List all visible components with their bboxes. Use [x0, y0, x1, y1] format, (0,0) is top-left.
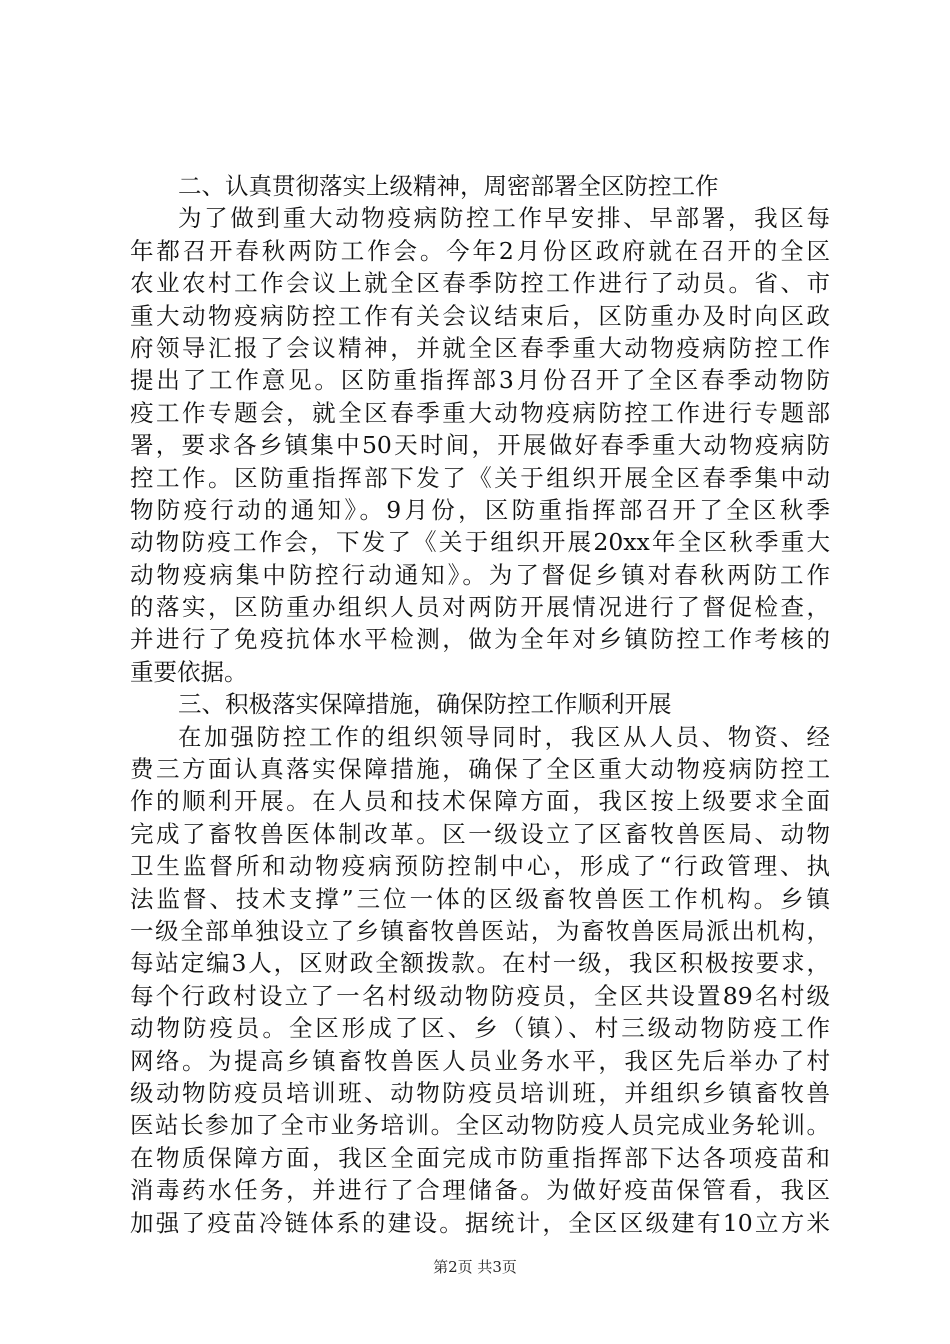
text-line: 每个行政村设立了一名村级动物防疫员，全区共设置89名村级 [130, 981, 830, 1010]
text-line: 年都召开春秋两防工作会。今年2月份区政府就在召开的全区 [130, 236, 830, 265]
text-line: 提出了工作意见。区防重指挥部3月份召开了全区春季动物防 [130, 366, 830, 395]
text-line: 重要依据。 [130, 657, 248, 686]
text-line: 完成了畜牧兽医体制改革。区一级设立了区畜牧兽医局、动物 [130, 819, 830, 848]
text-line: 为了做到重大动物疫病防控工作早安排、早部署，我区每 [178, 204, 830, 233]
text-line: 法监督、技术支撑”三位一体的区级畜牧兽医工作机构。乡镇 [130, 884, 830, 913]
page-footer: 第2页 共3页 [433, 1258, 517, 1276]
text-line: 府领导汇报了会议精神，并就全区春季重大动物疫病防控工作 [130, 333, 830, 362]
text-line: 费三方面认真落实保障措施，确保了全区重大动物疫病防控工 [130, 755, 830, 784]
text-line: 加强了疫苗冷链体系的建设。据统计，全区区级建有10立方米 [130, 1208, 830, 1237]
text-line: 并进行了免疫抗体水平检测，做为全年对乡镇防控工作考核的 [130, 625, 830, 654]
text-line: 动物防疫工作会，下发了《关于组织开展20xx年全区秋季重大 [130, 528, 830, 557]
text-line: 一级全部单独设立了乡镇畜牧兽医站，为畜牧兽医局派出机构， [130, 916, 830, 945]
text-line: 级动物防疫员培训班、动物防疫员培训班，并组织乡镇畜牧兽 [130, 1078, 830, 1107]
text-line: 作的顺利开展。在人员和技术保障方面，我区按上级要求全面 [130, 787, 830, 816]
text-line: 物防疫行动的通知》。9月份，区防重指挥部召开了全区秋季 [130, 495, 830, 524]
text-line: 卫生监督所和动物疫病预防控制中心，形成了“行政管理、执 [130, 852, 830, 881]
text-line: 二、认真贯彻落实上级精神，周密部署全区防控工作 [178, 172, 719, 200]
text-line: 网络。为提高乡镇畜牧兽医人员业务水平，我区先后举办了村 [130, 1046, 830, 1075]
document-body [130, 170, 830, 1239]
text-line: 的落实，区防重办组织人员对两防开展情况进行了督促检查， [130, 593, 830, 622]
text-line: 在加强防控工作的组织领导同时，我区从人员、物资、经 [178, 722, 830, 751]
text-line: 控工作。区防重指挥部下发了《关于组织开展全区春季集中动 [130, 463, 830, 492]
text-line: 署，要求各乡镇集中50天时间，开展做好春季重大动物疫病防 [130, 431, 830, 460]
text-line: 动物防疫员。全区形成了区、乡（镇）、村三级动物防疫工作 [130, 1014, 830, 1043]
text-line: 疫工作专题会，就全区春季重大动物疫病防控工作进行专题部 [130, 398, 830, 427]
text-line: 消毒药水任务，并进行了合理储备。为做好疫苗保管看，我区 [130, 1176, 830, 1205]
text-line: 医站长参加了全市业务培训。全区动物防疫人员完成业务轮训。 [130, 1111, 830, 1140]
text-line: 在物质保障方面，我区全面完成市防重指挥部下达各项疫苗和 [130, 1143, 830, 1172]
text-line: 每站定编3人，区财政全额拨款。在村一级，我区积极按要求， [130, 949, 830, 978]
text-line: 动物疫病集中防控行动通知》。为了督促乡镇对春秋两防工作 [130, 560, 830, 589]
text-line: 农业农村工作会议上就全区春季防控工作进行了动员。省、市 [130, 269, 830, 298]
text-line: 重大动物疫病防控工作有关会议结束后，区防重办及时向区政 [130, 301, 830, 330]
text-line: 三、积极落实保障措施，确保防控工作顺利开展 [178, 690, 672, 719]
